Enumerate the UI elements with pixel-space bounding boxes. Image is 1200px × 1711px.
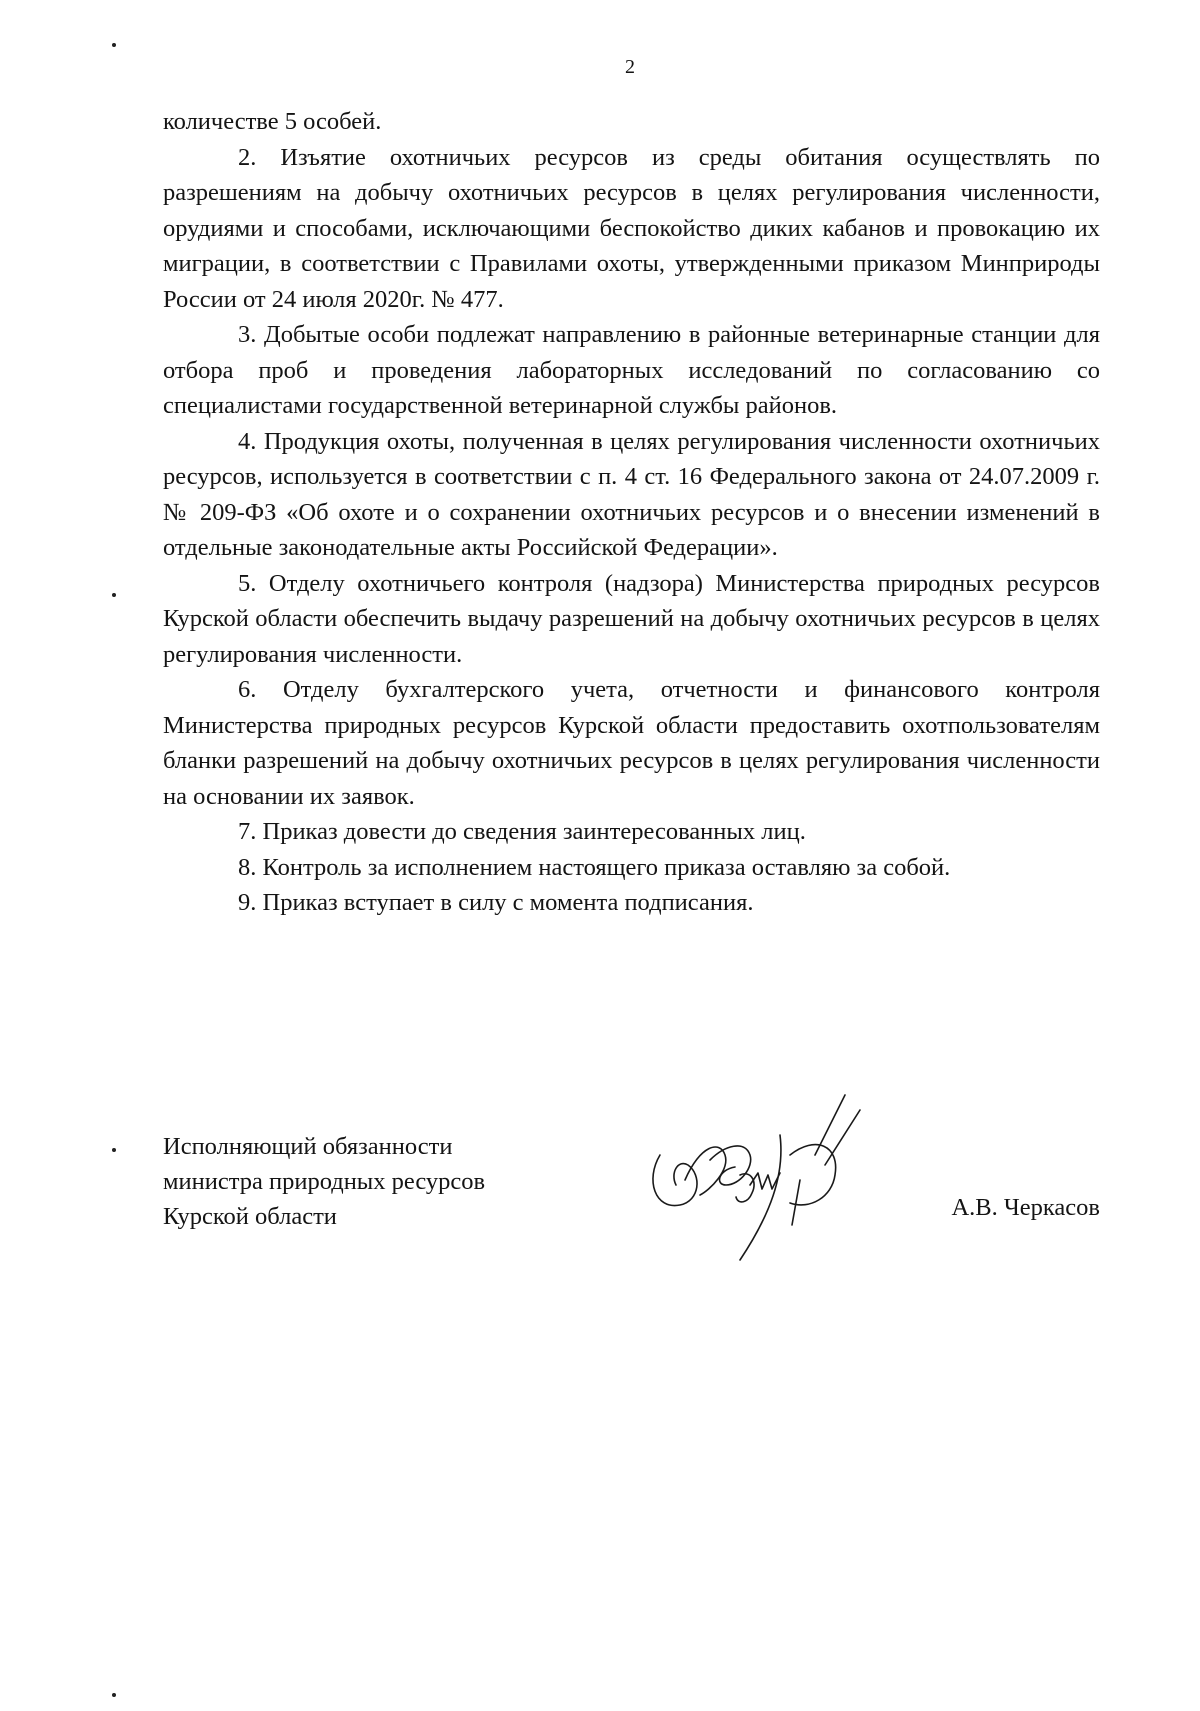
paragraph-5: 5. Отделу охотничьего контроля (надзора) Министерства природных ресурсов Курской области обеспечить выдачу разрешений на добычу охотничьих ресурсов в целях регулирования численности. xyxy=(163,569,1100,668)
scan-speck xyxy=(112,1148,116,1152)
document-body xyxy=(163,104,1100,921)
handwritten-signature xyxy=(640,1085,890,1265)
paragraph-7: 7. Приказ довести до сведения заинтересованных лиц. xyxy=(238,818,806,845)
paragraph-4: 4. Продукция охоты, полученная в целях регулирования численности охотничьих ресурсов, используется в соответствии с п. 4 ст. 16 Федерального закона от 24.07.2009 г. № 209-ФЗ «Об охоте и о сохранении охотничьих ресурсов и о внесении изменений в отдельные законодательные акты Российской Федерации». xyxy=(163,427,1100,561)
signatory-title xyxy=(163,1129,583,1234)
page-number: 2 xyxy=(625,56,635,78)
paragraph-2: 2. Изъятие охотничьих ресурсов из среды обитания осуществлять по разрешениям на добычу охотничьих ресурсов в целях регулирования численности, орудиями и способами, исключающими беспокойство диких кабанов и провокацию их миграции, в соответствии с Правилами охоты, утвержденными приказом Минприроды России от 24 июля 2020г. № 477. xyxy=(163,143,1100,313)
paragraph-continuation: количестве 5 особей. xyxy=(163,108,382,135)
paragraph-8: 8. Контроль за исполнением настоящего приказа оставляю за собой. xyxy=(238,853,951,881)
paragraph-3: 3. Добытые особи подлежат направлению в районные ветеринарные станции для отбора проб и проведения лабораторных исследований по согласованию со специалистами государственной ветеринарной службы районов. xyxy=(163,321,1100,419)
signatory-title-line: Исполняющий обязанности xyxy=(163,1133,453,1160)
paragraph-6: 6. Отделу бухгалтерского учета, отчетности и финансового контроля Министерства природных ресурсов Курской области предоставить охотпользователям бланки разрешений на добычу охотничьих ресурсов в целях регулирования численности на основании их заявок. xyxy=(163,676,1100,810)
scan-speck xyxy=(112,43,116,47)
signatory-title-line: Курской области xyxy=(163,1203,337,1230)
signatory-name: А.В. Черкасов xyxy=(951,1194,1100,1221)
scan-speck xyxy=(112,1693,116,1697)
paragraph-9: 9. Приказ вступает в силу с момента подписания. xyxy=(238,889,754,916)
scan-speck xyxy=(112,593,116,597)
signatory-title-line: министра природных ресурсов xyxy=(163,1168,486,1195)
